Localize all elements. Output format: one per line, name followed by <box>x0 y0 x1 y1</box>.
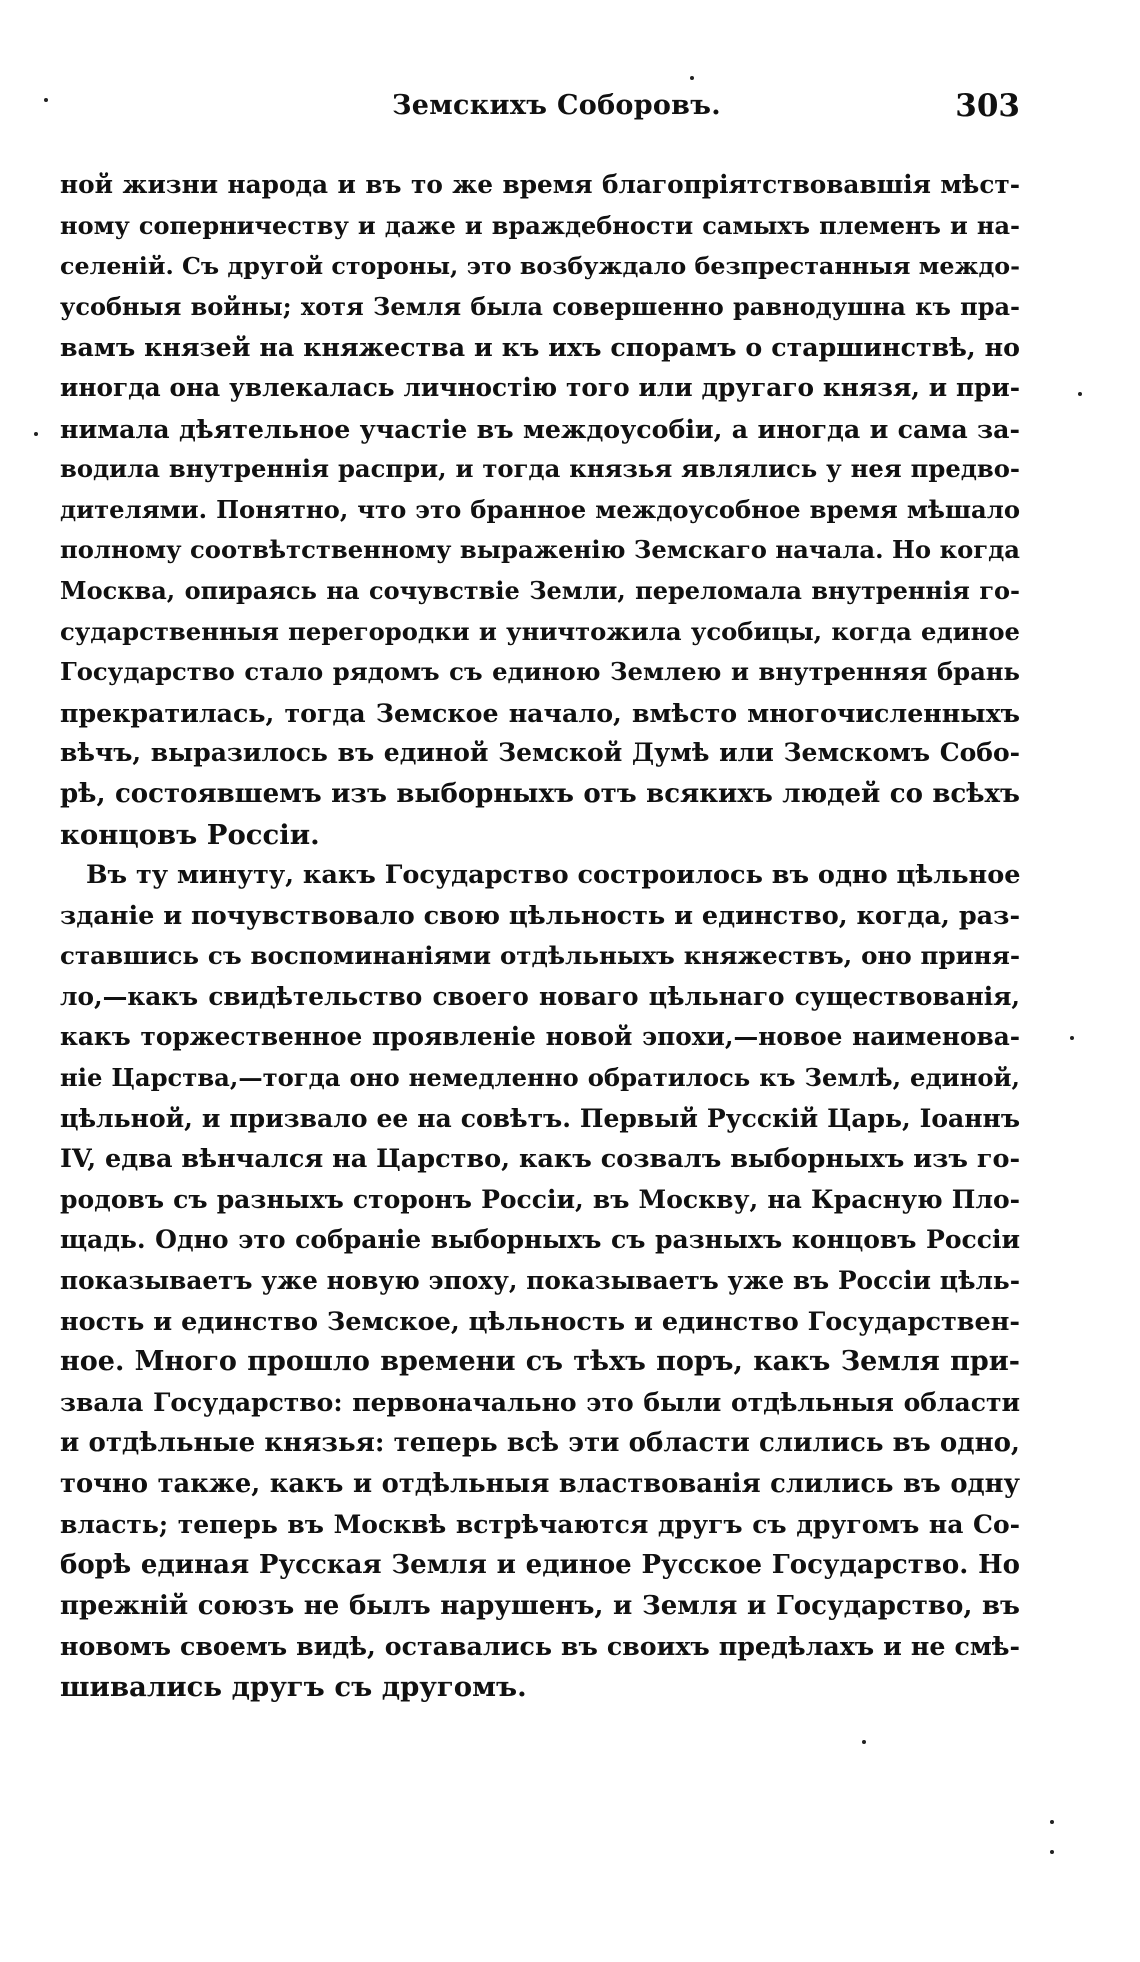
scan-speck <box>34 432 38 436</box>
text-line: иногда она увлекалась личностію того или другаго князя, и при- <box>60 372 1020 402</box>
text-line: полному соотвѣтственному выраженію Земскаго начала. Но когда <box>60 535 1020 565</box>
text-line: прекратилась, тогда Земское начало, вмѣсто многочисленныхъ <box>60 697 1020 728</box>
text-line: шивались другъ съ другомъ. <box>60 1670 527 1703</box>
text-line: родовъ съ разныхъ сторонъ Россіи, въ Москву, на Красную Пло- <box>60 1184 1020 1214</box>
text-line: водила внутреннія распри, и тогда князья являлись у нея предво- <box>60 454 1020 484</box>
text-line: щадь. Одно это собраніе выборныхъ съ разныхъ концовъ Россіи <box>60 1225 1020 1255</box>
text-line: зданіе и почувствовало свою цѣльность и единство, когда, раз- <box>60 900 1020 931</box>
text-line: вамъ князей на княжества и къ ихъ спорамъ о старшинствѣ, но <box>60 332 1020 363</box>
text-line: ному соперничеству и даже и враждебности самыхъ племенъ и на- <box>60 210 1020 240</box>
text-line: точно также, какъ и отдѣльныя властвованія слились въ одну <box>60 1469 1020 1499</box>
text-line: вѣчъ, выразилось въ единой Земской Думѣ или Земскомъ Собо- <box>60 738 1020 768</box>
text-line: концовъ Россіи. <box>60 818 320 851</box>
scan-speck <box>44 98 48 102</box>
text-line: Государство стало рядомъ съ единою Землею и внутренняя брань <box>60 657 1020 687</box>
text-line: показываетъ уже новую эпоху, показываетъ уже въ Россіи цѣль- <box>60 1266 1020 1296</box>
text-line: IV, едва вѣнчался на Царство, какъ созвалъ выборныхъ изъ го- <box>60 1144 1020 1175</box>
page-header <box>60 90 1020 140</box>
text-line: ное. Много прошло времени съ тѣхъ поръ, какъ Земля при- <box>60 1346 1020 1378</box>
text-line: Москва, опираясь на сочувствіе Земли, переломала внутреннія го- <box>60 575 1020 605</box>
scan-speck <box>1078 392 1082 396</box>
text-line: цѣльной, и призвало ее на совѣтъ. Первый Русскій Царь, Іоаннъ <box>60 1103 1020 1133</box>
text-line: власть; теперь въ Москвѣ встрѣчаются другъ съ другомъ на Со- <box>60 1509 1020 1539</box>
text-line: селеній. Съ другой стороны, это возбуждало безпрестанныя междо- <box>60 252 1020 281</box>
text-line: нимала дѣятельное участіе въ междоусобіи, а иногда и сама за- <box>60 413 1020 444</box>
paragraph-2 <box>60 855 1020 1707</box>
text-line: звала Государство: первоначально это были отдѣльныя области <box>60 1387 1020 1417</box>
text-line: ной жизни народа и въ то же время благопріятствовавшія мѣст- <box>60 170 1020 199</box>
text-line: ность и единство Земское, цѣльность и единство Государствен- <box>60 1306 1020 1337</box>
text-line: дителями. Понятно, что это бранное междоусобное время мѣшало <box>60 494 1020 524</box>
scan-speck <box>1070 1036 1074 1040</box>
text-line: рѣ, состоявшемъ изъ выборныхъ отъ всякихъ людей со всѣхъ <box>60 778 1020 809</box>
text-line: новомъ своемъ видѣ, оставались въ своихъ предѣлахъ и не смѣ- <box>60 1631 1020 1662</box>
running-title: Земскихъ Соборовъ. <box>392 90 721 121</box>
text-line: усобныя войны; хотя Земля была совершенно равнодушна къ пра- <box>60 291 1020 321</box>
text-line: борѣ единая Русская Земля и единое Русское Государство. Но <box>60 1550 1020 1581</box>
text-line: ло,—какъ свидѣтельство своего новаго цѣльнаго существованія, <box>60 981 1020 1011</box>
scan-speck <box>862 1740 866 1744</box>
scan-speck <box>1050 1820 1054 1824</box>
text-line: прежній союзъ не былъ нарушенъ, и Земля и Государство, въ <box>60 1590 1020 1621</box>
text-line: ставшись съ воспоминаніями отдѣльныхъ княжествъ, оно приня- <box>60 941 1020 971</box>
text-line: какъ торжественное проявленіе новой эпохи,—новое наименова- <box>60 1022 1020 1052</box>
body-text <box>60 165 1020 1708</box>
scan-speck <box>1050 1850 1054 1854</box>
scan-speck <box>690 76 694 80</box>
text-line: ніе Царства,—тогда оно немедленно обратилось къ Землѣ, единой, <box>60 1063 1020 1093</box>
text-line: сударственныя перегородки и уничтожила усобицы, когда единое <box>60 616 1020 646</box>
page-number: 303 <box>955 88 1020 124</box>
text-line: и отдѣльные князья: теперь всѣ эти области слились въ одно, <box>60 1428 1020 1459</box>
paragraph-1 <box>60 165 1020 855</box>
text-line: Въ ту минуту, какъ Государство состроилось въ одно цѣльное <box>86 860 1020 891</box>
